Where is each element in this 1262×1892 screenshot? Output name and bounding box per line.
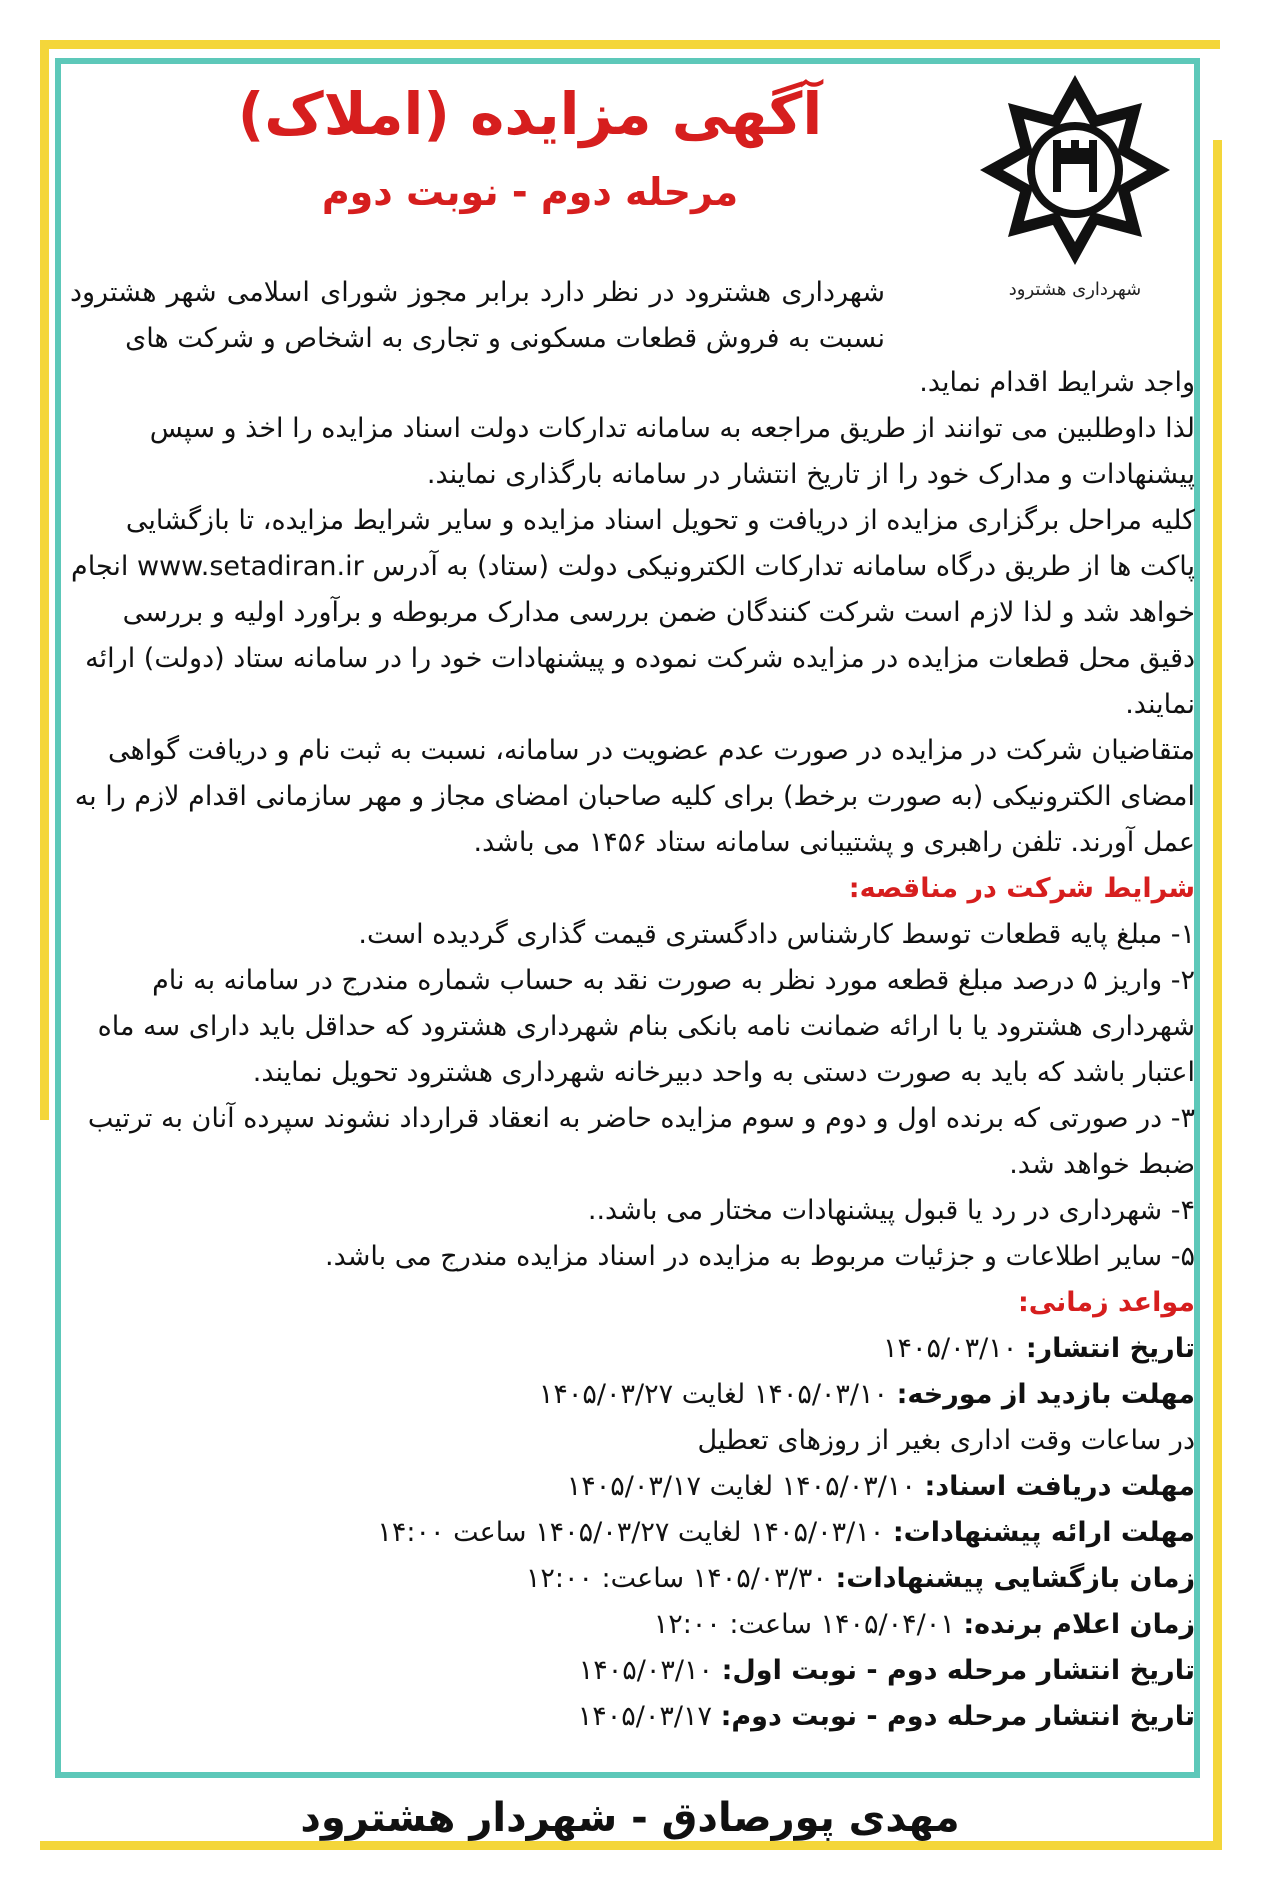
schedule-value: ۱۴۰۵/۰۳/۱۷ [577,1701,712,1732]
schedule-label: زمان اعلام برنده: [963,1609,1195,1640]
schedule-row [65,1510,1195,1556]
schedule-label: مهلت بازدید از مورخه: [896,1379,1195,1410]
schedule-row [65,1418,1195,1464]
condition-item: ۵- سایر اطلاعات و جزئیات مربوط به مزایده در اسناد مزایده مندرج می باشد. [325,1241,1195,1272]
schedule-row [65,1556,1195,1602]
schedule-value: ۱۴۰۵/۰۳/۱۰ [578,1655,713,1686]
yellow-border-right [1213,140,1222,1850]
conditions-heading: شرایط شرکت در مناقصه: [848,873,1195,904]
condition-item: ۱- مبلغ پایه قطعات توسط کارشناس دادگستری قیمت گذاری گردیده است. [358,919,1195,950]
notice-body [65,360,1195,1740]
schedule-value: ۱۴۰۵/۰۳/۱۰ لغایت ۱۴۰۵/۰۳/۱۷ [566,1471,916,1502]
condition-item: ۳- در صورتی که برنده اول و دوم و سوم مزایده حاضر به انعقاد قرارداد نشوند سپرده آنان به ترتیب ضبط خواهد شد. [87,1103,1195,1180]
signature-footer: مهدی پورصادق - شهردار هشترود [300,1795,960,1841]
yellow-border-left [40,40,49,1120]
schedule-label: زمان بازگشایی پیشنهادات: [835,1563,1195,1594]
condition-item: ۲- واریز ۵ درصد مبلغ قطعه مورد نظر به صورت نقد به حساب شماره مندرج در سامانه به نام شهرداری هشترود یا با ارائه ضمانت نامه بانکی بنام شهرداری هشترود که حداقل باید دارای سه ماه اعتبار باشد که باید به صورت دستی به واحد دبیرخانه شهرداری هشترود تحویل نمایند. [97,965,1195,1088]
logo-caption: شهرداری هشترود [1008,279,1142,300]
schedule-label: تاریخ انتشار مرحله دوم - نوبت دوم: [720,1701,1195,1732]
page-subtitle: مرحله دوم - نوبت دوم [321,170,739,214]
condition-item: ۴- شهرداری در رد یا قبول پیشنهادات مختار می باشد.. [587,1195,1195,1226]
schedule-label: تاریخ انتشار مرحله دوم - نوبت اول: [721,1655,1195,1686]
logo-emblem-icon [965,70,1185,310]
schedule-value: ۱۴۰۵/۰۳/۱۰ لغایت ۱۴۰۵/۰۳/۲۷ [538,1379,889,1410]
schedule-label: مهلت دریافت اسناد: [924,1471,1195,1502]
schedule-value: در ساعات وقت اداری بغیر از روزهای تعطیل [697,1425,1195,1456]
yellow-border-top [40,40,1220,49]
yellow-border-bottom [40,1841,1222,1850]
paragraph: متقاضیان شرکت در مزایده در صورت عدم عضویت در سامانه، نسبت به ثبت نام و دریافت گواهی امضای الکترونیکی (به صورت برخط) برای کلیه صاحبان امضای مجاز و مهر سازمانی اقدام لازم را به عمل آورند. تلفن راهبری و پشتیبانی سامانه ستاد ۱۴۵۶ می باشد. [74,735,1195,858]
schedule-row [65,1372,1195,1418]
schedule-row [65,1694,1195,1740]
schedule-row [65,1648,1195,1694]
schedule-row [65,1602,1195,1648]
municipality-logo [965,70,1185,310]
paragraph: لذا داوطلبین می توانند از طریق مراجعه به سامانه تدارکات دولت اسناد مزایده را اخذ و سپس پیشنهادات و مدارک خود را از تاریخ انتشار در سامانه بارگذاری نمایند. [149,413,1195,490]
paragraph: واجد شرایط اقدام نماید. [919,367,1195,398]
page-title: آگهی مزایده (املاک) [237,80,823,148]
schedule-heading: مواعد زمانی: [1018,1287,1195,1318]
paragraph: کلیه مراحل برگزاری مزایده از دریافت و تحویل اسناد مزایده و سایر شرایط مزایده، تا بازگشایی پاکت ها از طریق درگاه سامانه تدارکات الکترونیکی دولت (ستاد) به آدرس www.setadiran.ir انجام خواهد شد و لذا لازم است شرکت کنندگان ضمن بررسی مدارک مربوطه و برآورد اولیه و بررسی دقیق محل قطعات مزایده در مزایده شرکت نموده و پیشنهادات خود را در سامانه ستاد (دولت) ارائه نمایند. [71,505,1195,720]
schedule-value: ۱۴۰۵/۰۳/۱۰ لغایت ۱۴۰۵/۰۳/۲۷ ساعت ۱۴:۰۰ [377,1517,885,1548]
schedule-value: ۱۴۰۵/۰۴/۰۱ ساعت: ۱۲:۰۰ [653,1609,955,1640]
intro-text: شهرداری هشترود در نظر دارد برابر مجوز شورای اسلامی شهر هشترود نسبت به فروش قطعات مسکونی و تجاری به اشخاص و شرکت های [70,277,885,354]
schedule-value: ۱۴۰۵/۰۳/۱۰ [883,1333,1018,1364]
schedule-label: تاریخ انتشار: [1025,1333,1195,1364]
schedule-value: ۱۴۰۵/۰۳/۳۰ ساعت: ۱۲:۰۰ [525,1563,827,1594]
schedule-row [65,1464,1195,1510]
schedule-label: مهلت ارائه پیشنهادات: [892,1517,1195,1548]
schedule-row [65,1326,1195,1372]
